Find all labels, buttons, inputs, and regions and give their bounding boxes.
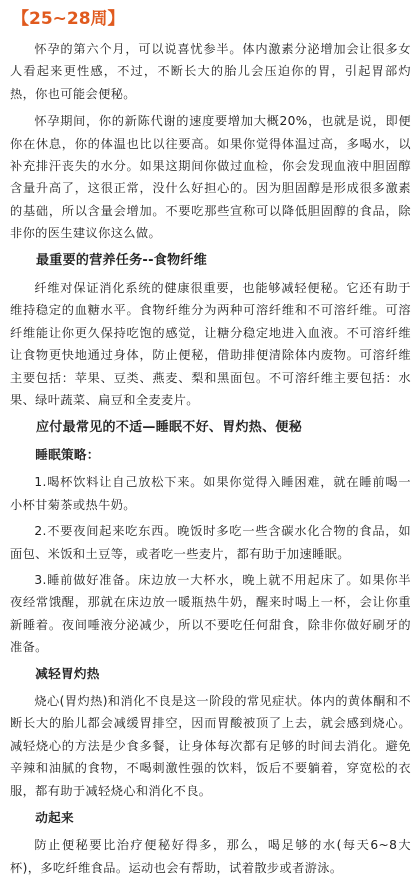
metabolism-paragraph: 怀孕期间，你的新陈代谢的速度要增加大概20%，也就是说，即便你在休息，你的体温也比以往要高。如果你觉得体温过高，多喝水，以补充排汗丧失的水分。如果这期间你做过血检，你会发现血液中胆固醇含量升高了，这很正常，没什么好担心的。因为胆固醇是形成很多激素的基础，所以含量会增加。不要吃那些宣称可以降低胆固醇的食品，除非你的医生建议你这么做。 [10,114,411,241]
sleep-tip-1: 1.喝杯饮料让自己放松下来。如果你觉得入睡困难，就在睡前喝一小杯甘菊茶或热牛奶。 [10,475,411,512]
heartburn-paragraph: 烧心(胃灼热)和消化不良是这一阶段的常见症状。体内的黄体酮和不断长大的胎儿都会减缓胃排空，因而胃酸被顶了上去，就会感到烧心。减轻烧心的方法是少食多餐，让身体每次都有足够的时间去消化。避免辛辣和油腻的食物，不喝刺激性强的饮料，饭后不要躺着，穿宽松的衣服，都有助于减轻烧心和消化不良。 [10,693,411,798]
sleep-tip-3: 3.睡前做好准备。床边放一大杯水，晚上就不用起床了。如果你半夜经常饿醒，那就在床边放一暖瓶热牛奶，醒来时喝上一杯，会让你重新睡着。夜间唾液分泌减少，所以不要吃任何甜食，除非你做好刷牙的准备。 [10,572,411,655]
constipation-paragraph: 防止便秘要比治疗便秘好得多，那么，喝足够的水(每天6~8大杯)，多吃纤维食品。运动也会有帮助，试着散步或者游泳。 [10,838,411,875]
exercise-heading: 动起来 [35,810,74,825]
discomfort-heading: 应付最常见的不适—睡眠不好、胃灼热、便秘 [36,419,303,435]
week-range-title: 【25~28周】 [12,9,125,29]
sleep-tip-2: 2.不要夜间起来吃东西。晚饭时多吃一些含碳水化合物的食品，如面包、米饭和土豆等，或者吃一些麦片，都有助于加速睡眠。 [10,524,411,561]
fiber-paragraph: 纤维对保证消化系统的健康很重要，也能够减轻便秘。它还有助于维持稳定的血糖水平。食物纤维分为两种可溶纤维和不可溶纤维。可溶纤维能让你更久保持吃饱的感觉，让糖分稳定地进入血液。不可溶纤维让食物更快地通过身体，防止便秘，借助排便清除体内废物。可溶纤维主要包括：苹果、豆类、燕麦、梨和黑面包。不可溶纤维主要包括：水果、绿叶蔬菜、扁豆和全麦麦片。 [10,281,411,408]
sleep-strategy-heading: 睡眠策略： [35,446,100,462]
heartburn-heading: 减轻胃灼热 [35,665,100,681]
nutrition-heading: 最重要的营养任务--食物纤维 [36,252,207,268]
intro-paragraph: 怀孕的第六个月，可以说喜忧参半。体内激素分泌增加会让很多女人看起来更性感，不过，不断长大的胎儿会压迫你的胃，引起胃部灼热，你也可能会便秘。 [10,42,411,101]
